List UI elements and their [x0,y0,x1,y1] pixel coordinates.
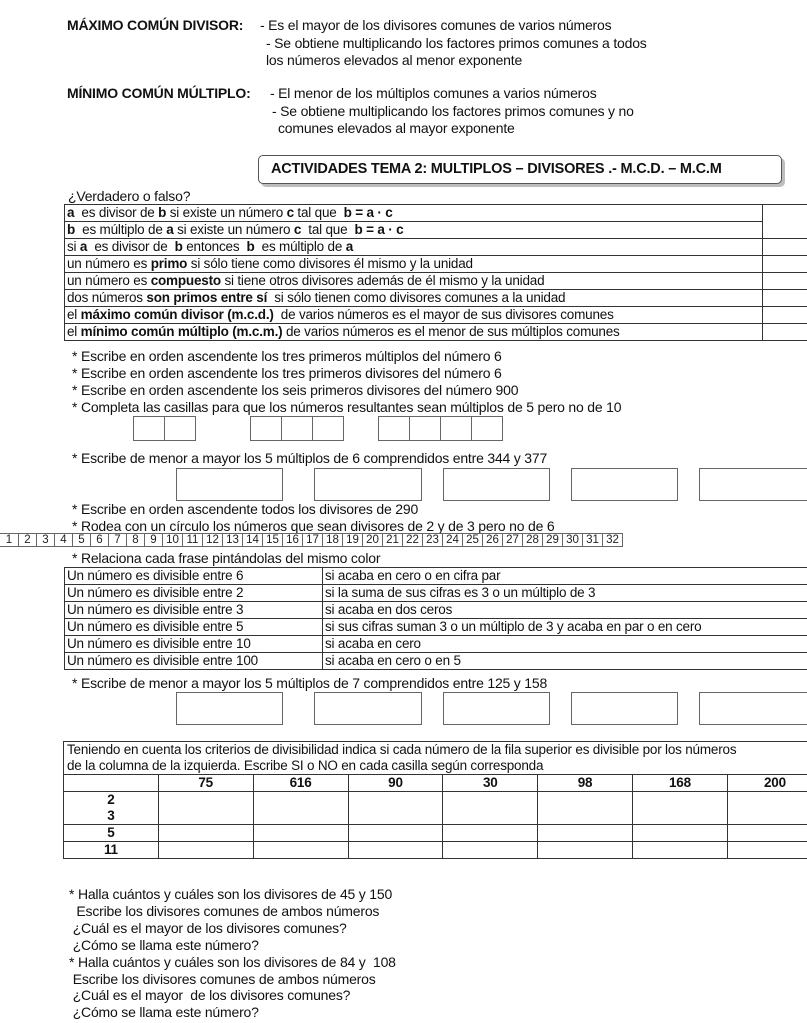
digit-box[interactable] [378,416,410,441]
relate-divisor-cell[interactable]: Un número es divisible entre 6 [65,568,323,585]
true-false-row [65,222,807,239]
answer-box[interactable] [699,468,807,501]
mcd-definition-line: - Es el mayor de los divisores comunes de varios números [260,17,612,33]
divisor-row [64,825,807,842]
answer-cell[interactable] [348,792,443,825]
relate-divisor-cell[interactable]: Un número es divisible entre 10 [65,636,323,653]
statement-cell [65,290,763,307]
column-header-row [64,775,807,792]
relate-criterion-cell[interactable]: si la suma de sus cifras es 3 o un múltiplo de 3 [323,585,807,602]
answer-box[interactable] [443,468,550,501]
number-cell[interactable]: 32 [602,533,623,547]
statement-text: es divisor de [74,205,159,220]
mcd-definition-line: los números elevados al menor exponente [266,52,523,68]
statement-bold-text: c [286,205,294,220]
question-line: Escribe los divisores comunes de ambos números [69,902,380,919]
relate-divisor-cell[interactable]: Un número es divisible entre 100 [65,653,323,670]
mcd-term: MÁXIMO COMÚN DIVISOR: [67,17,244,33]
answer-cell[interactable] [158,825,253,842]
exercise-fill-boxes: * Completa las casillas para que los números resultantes sean múltiplos de 5 pero no de 10 [72,399,622,415]
true-false-row [65,239,807,256]
answer-cell[interactable] [763,256,807,273]
number-cell[interactable]: 21 [382,533,403,547]
relate-criterion-cell[interactable]: si acaba en cero o en 5 [323,653,807,670]
mcm-term: MÍNIMO COMÚN MÚLTIPLO: [67,85,251,101]
digit-box[interactable] [409,416,441,441]
relate-row [65,619,807,636]
answer-cell[interactable] [763,307,807,324]
digit-box[interactable] [440,416,472,441]
number-cell[interactable]: 15 [262,533,283,547]
question-line: ¿Cómo se llama este número? [69,1004,259,1021]
statement-bold-text: a [67,205,75,220]
answer-cell[interactable] [253,792,348,825]
number-cell[interactable]: 18 [322,533,343,547]
statement-bold-text: a [166,222,174,237]
number-strip [0,533,623,547]
number-cell[interactable]: 9 [144,533,163,547]
column-header: 90 [348,775,443,792]
statement-bold-text: b [174,239,183,254]
number-cell[interactable]: 16 [282,533,303,547]
statement-cell [65,273,763,290]
mcm-definition-line: comunes elevados al mayor exponente [278,120,515,136]
answer-cell[interactable] [443,825,538,842]
answer-cell[interactable] [763,290,807,307]
true-false-row [65,273,807,290]
question-line: ¿Cuál es el mayor de los divisores comunes? [69,987,351,1004]
number-cell[interactable]: 7 [108,533,127,547]
column-header: 200 [727,775,807,792]
statement-text: es múltiplo de [75,222,167,237]
true-false-table [64,204,807,341]
answer-cell[interactable] [158,842,253,859]
true-false-row [65,290,807,307]
answer-cell[interactable] [348,842,443,859]
true-false-row [65,256,807,273]
statement-text: el [67,307,81,322]
column-header: 616 [253,775,348,792]
statement-bold-text: máximo común divisor (m.c.d.) [80,307,274,322]
statement-text: tal que [301,222,355,237]
relate-row [65,636,807,653]
digit-box[interactable] [133,416,165,441]
statement-text: si tiene otros divisores además de él mismo y la unidad [220,273,545,288]
answer-box[interactable] [314,692,422,725]
divisor-row [64,792,807,825]
relate-divisor-cell[interactable]: Un número es divisible entre 5 [65,619,323,636]
row-header: 11 [64,842,159,859]
answer-cell[interactable] [538,825,633,842]
row-header-number: 2 [107,792,115,807]
statement-text: si sólo tienen como divisores comunes a la unidad [267,290,566,305]
divisibility-table [63,741,807,859]
statement-cell [65,222,763,239]
number-cell[interactable]: 12 [202,533,223,547]
statement-bold-text: a [79,239,88,254]
statement-bold-text: b = a · c [343,205,393,220]
statement-bold-text: son primos entre sí [146,290,268,305]
digit-box[interactable] [312,416,344,441]
number-cell[interactable]: 2 [18,533,37,547]
statement-text: dos números [67,290,147,305]
exercise-divisors-6: * Escribe en orden ascendente los tres primeros divisores del número 6 [72,365,502,381]
exercise-multiples-6: * Escribe en orden ascendente los tres primeros múltiplos del número 6 [72,348,502,364]
answer-cell[interactable] [538,842,633,859]
answer-cell[interactable] [253,825,348,842]
question-line: * Halla cuántos y cuáles son los divisores de 84 y 108 [69,953,396,970]
corner-cell [64,775,159,792]
relate-criterion-cell[interactable]: si acaba en cero [323,636,807,653]
statement-text: un número es [67,273,151,288]
answer-box[interactable] [176,468,283,501]
answer-box[interactable] [699,692,807,725]
relate-criterion-cell[interactable]: si acaba en cero o en cifra par [323,568,807,585]
activities-banner: ACTIVIDADES TEMA 2: MULTIPLOS – DIVISORES .- M.C.D. – M.C.M [258,155,782,184]
answer-cell[interactable] [763,239,807,256]
relate-table [64,567,807,670]
statement-cell [65,324,763,341]
relate-row [65,602,807,619]
exercise-circle-numbers: * Rodea con un círculo los números que sean divisores de 2 y de 3 pero no de 6 [72,518,555,534]
relate-row [65,653,807,670]
question-line: ¿Cuál es el mayor de los divisores comunes? [69,919,347,936]
number-cell[interactable]: 31 [582,533,603,547]
number-cell[interactable]: 24 [442,533,463,547]
statement-text: el [67,324,81,339]
relate-criterion-cell[interactable]: si sus cifras suman 3 o un múltiplo de 3 y acaba en par o en cero [323,619,807,636]
statement-bold-text: b [246,239,255,254]
answer-cell[interactable] [538,792,633,825]
true-false-row [65,307,807,324]
relate-row [65,585,807,602]
relate-divisor-cell[interactable]: Un número es divisible entre 2 [65,585,323,602]
number-cell[interactable]: 19 [342,533,363,547]
number-cell[interactable]: 30 [562,533,583,547]
exercise-multiples-6-range: * Escribe de menor a mayor los 5 múltiplos de 6 comprendidos entre 344 y 377 [72,450,548,466]
digit-box[interactable] [471,416,503,441]
answer-box[interactable] [571,468,678,501]
answer-box[interactable] [176,692,283,725]
answer-cell[interactable] [253,842,348,859]
answer-cell[interactable] [632,792,727,825]
digit-box[interactable] [164,416,196,441]
statement-bold-text: primo [150,256,188,271]
statement-cell [65,256,763,273]
question-line: Escribe los divisores comunes de ambos números [69,970,376,987]
answer-cell[interactable] [443,792,538,825]
exercise-relate: * Relaciona cada frase pintándolas del mismo color [72,550,381,566]
statement-text: entonces [182,239,247,254]
answer-cell[interactable] [763,205,807,239]
number-cell[interactable]: 1 [0,533,19,547]
digit-box[interactable] [250,416,282,441]
answer-box[interactable] [314,468,422,501]
row-header: 5 [64,825,159,842]
number-cell[interactable]: 28 [522,533,543,547]
number-cell[interactable]: 4 [54,533,73,547]
statement-text: de varios números es el mayor de sus divisores comunes [273,307,614,322]
answer-box[interactable] [443,692,550,725]
number-cell[interactable]: 10 [162,533,183,547]
statement-text: un número es [67,256,151,271]
instructions-line: de la columna de la izquierda. Escribe SI o NO en cada casilla según corresponda [67,758,544,773]
statement-bold-text: b [67,222,76,237]
digit-box-group-2 [134,416,196,441]
number-cell[interactable]: 11 [182,533,203,547]
column-header: 30 [443,775,538,792]
answer-cell[interactable] [632,825,727,842]
statement-text: es múltiplo de [254,239,346,254]
statement-bold-text: mínimo común múltiplo (m.c.m.) [80,324,283,339]
question-line: * Halla cuántos y cuáles son los divisores de 45 y 150 [69,886,393,902]
answer-cell[interactable] [158,792,253,825]
answer-cell[interactable] [763,324,807,341]
answer-cell[interactable] [632,842,727,859]
row-header [64,792,159,825]
number-cell[interactable]: 13 [222,533,243,547]
statement-text: si existe un número [173,222,294,237]
exercise-multiples-7-range: * Escribe de menor a mayor los 5 múltiplos de 7 comprendidos entre 125 y 158 [72,675,548,691]
true-false-row [65,324,807,341]
question-line: ¿Cómo se llama este número? [69,936,259,953]
number-cell[interactable]: 17 [302,533,323,547]
statement-text: tal que [293,205,344,220]
exercise-divisors-900: * Escribe en orden ascendente los seis primeros divisores del número 900 [72,382,519,398]
answer-cell[interactable] [727,825,807,842]
digit-box[interactable] [281,416,313,441]
statement-text: es divisor de [87,239,175,254]
answer-cell[interactable] [727,842,807,859]
number-cell[interactable]: 3 [36,533,55,547]
number-cell[interactable]: 23 [422,533,443,547]
number-cell[interactable]: 29 [542,533,563,547]
answer-cell[interactable] [443,842,538,859]
statement-cell [65,239,763,256]
answer-cell[interactable] [348,825,443,842]
column-header: 98 [538,775,633,792]
answer-box[interactable] [571,692,678,725]
statement-bold-text: c [293,222,302,237]
number-cell[interactable]: 14 [242,533,263,547]
statement-text: de varios números es el menor de sus múltiplos comunes [282,324,620,339]
instructions-line: Teniendo en cuenta los criterios de divisibilidad indica si cada número de la fila superior es divisible por los números [67,742,737,757]
number-cell[interactable]: 5 [72,533,91,547]
number-cell[interactable]: 20 [362,533,383,547]
statement-cell [65,205,763,222]
statement-bold-text: b = a · c [354,222,404,237]
statement-cell [65,307,763,324]
digit-box-group-4 [379,416,503,441]
relate-divisor-cell[interactable]: Un número es divisible entre 3 [65,602,323,619]
answer-cell[interactable] [763,273,807,290]
mcm-definition-line: - El menor de los múltiplos comunes a varios números [270,85,597,101]
number-cell[interactable]: 27 [502,533,523,547]
exercise-divisors-290: * Escribe en orden ascendente todos los divisores de 290 [72,501,419,517]
statement-text: si sólo tiene como divisores él mismo y la unidad [187,256,473,271]
statement-bold-text: a [345,239,354,254]
relate-row [65,568,807,585]
row-header-number: 3 [107,808,115,823]
mcm-definition-line: - Se obtiene multiplicando los factores primos comunes y no [272,103,634,119]
number-cell[interactable]: 25 [462,533,483,547]
true-false-row [65,205,807,222]
statement-text: si [67,239,80,254]
digit-box-group-3 [251,416,344,441]
number-cell[interactable]: 26 [482,533,503,547]
divisibility-instructions [64,742,807,775]
true-false-title: ¿Verdadero o falso? [68,188,191,204]
statement-text: si existe un número [166,205,287,220]
divisor-row [64,842,807,859]
answer-cell[interactable] [727,792,807,825]
mcd-definition-line: - Se obtiene multiplicando los factores primos comunes a todos [266,35,647,51]
column-header: 168 [632,775,727,792]
column-header: 75 [158,775,253,792]
relate-criterion-cell[interactable]: si acaba en dos ceros [323,602,807,619]
statement-bold-text: compuesto [150,273,221,288]
number-cell[interactable]: 8 [126,533,145,547]
statement-bold-text: b [158,205,167,220]
number-cell[interactable]: 6 [90,533,109,547]
number-cell[interactable]: 22 [402,533,423,547]
